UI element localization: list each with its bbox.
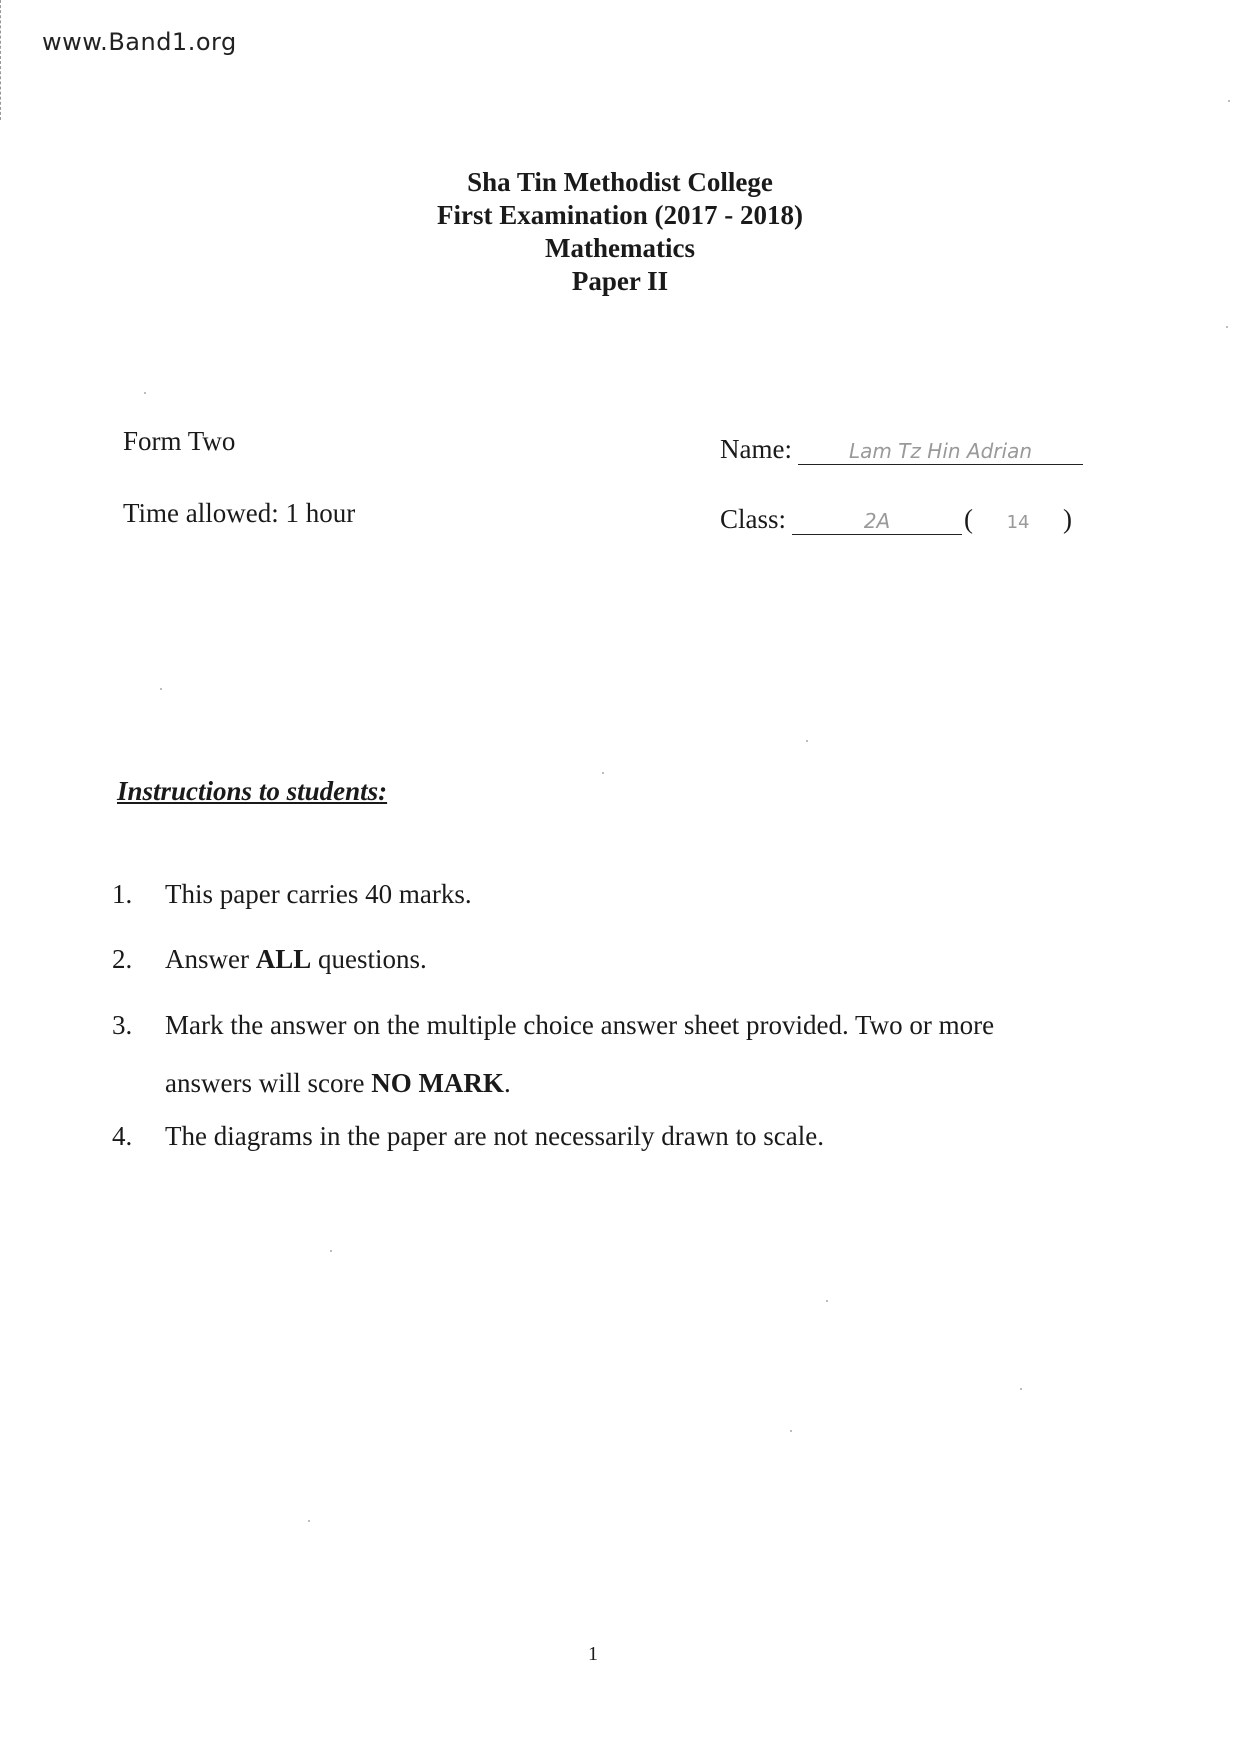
instruction-number: 4. [112, 1121, 133, 1151]
class-number-open-paren: ( [964, 504, 974, 534]
instructions-heading: Instructions to students: [117, 776, 388, 806]
scan-speck [330, 1250, 332, 1252]
class-number-close-paren: ) [1063, 504, 1073, 534]
instruction-item [112, 1120, 1062, 1153]
scan-speck [160, 688, 162, 690]
scan-speck [602, 772, 604, 774]
scan-speck [826, 1300, 828, 1302]
name-row [720, 434, 1083, 465]
scan-speck [790, 1430, 792, 1432]
paper-title: Paper II [571, 266, 669, 296]
instruction-number: 1. [112, 879, 133, 909]
form-level: Form Two [123, 426, 236, 456]
instruction-number: 3. [112, 1010, 133, 1040]
instruction-text: The diagrams in the paper are not necessarily drawn to scale. [165, 1121, 824, 1151]
instruction-text: This paper carries 40 marks. [165, 879, 472, 909]
scan-speck [144, 392, 146, 394]
instruction-bold: ALL [255, 944, 312, 974]
instruction-text-after: questions. [311, 944, 427, 974]
instruction-bold: NO MARK [371, 1068, 504, 1098]
scan-speck [1228, 100, 1230, 102]
instruction-item [112, 878, 1062, 911]
instruction-item [112, 943, 1062, 976]
instruction-text-before: Answer [165, 944, 256, 974]
school-name: Sha Tin Methodist College [467, 167, 773, 197]
scan-speck [1226, 326, 1228, 328]
exam-title: First Examination (2017 - 2018) [437, 200, 803, 230]
instruction-item [112, 996, 1062, 1112]
scan-speck [806, 740, 808, 742]
exam-header [0, 166, 1240, 298]
instruction-number: 2. [112, 944, 133, 974]
name-label: Name: [720, 434, 792, 464]
scan-edge [0, 0, 3, 120]
watermark-url: www.Band1.org [42, 28, 237, 56]
time-allowed: Time allowed: 1 hour [123, 498, 356, 528]
instruction-text-before: Mark the answer on the multiple choice answer sheet provided. Two or more answers will score [165, 1010, 995, 1098]
scan-speck [308, 1520, 310, 1522]
instruction-text-after: . [503, 1068, 511, 1098]
subject-title: Mathematics [545, 233, 695, 263]
class-number-field[interactable]: 14 [1006, 512, 1030, 533]
class-label: Class: [720, 504, 787, 534]
page-number: 1 [588, 1643, 598, 1665]
name-field[interactable]: Lam Tz Hin Adrian [798, 438, 1083, 465]
class-row [720, 504, 1072, 535]
class-field[interactable]: 2A [792, 508, 962, 535]
instructions-list [112, 878, 1062, 1185]
scan-speck [1020, 1388, 1022, 1390]
